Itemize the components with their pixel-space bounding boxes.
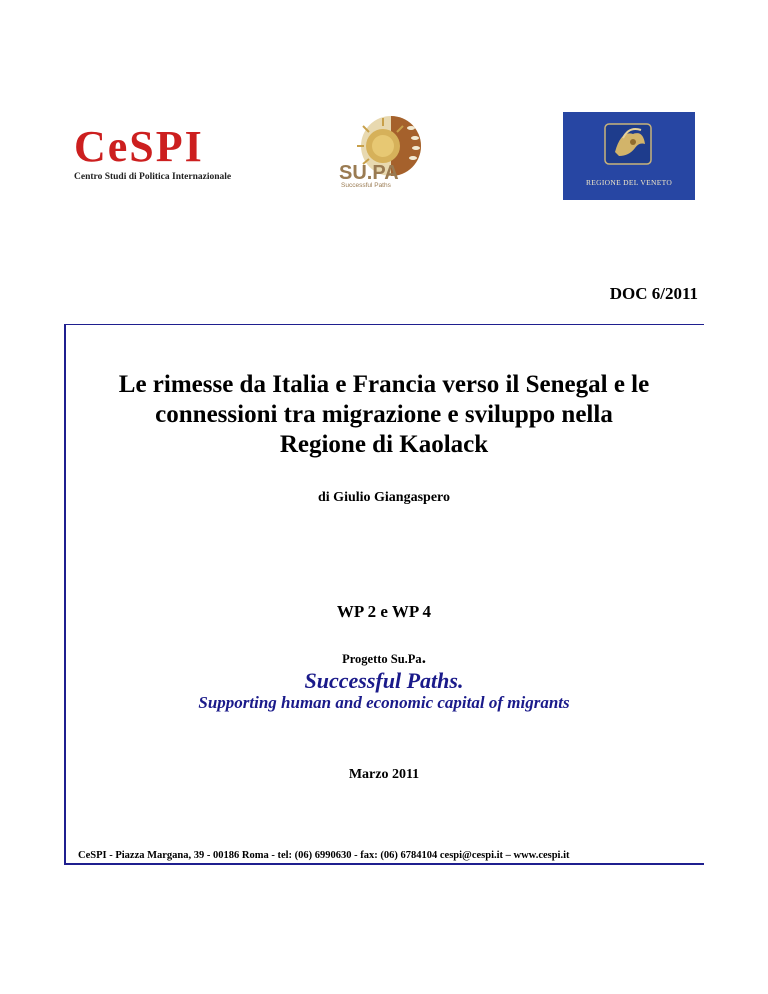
supa-logo-tagline: Successful Paths	[341, 182, 391, 189]
cespi-logo-name: CeSPI	[74, 122, 204, 171]
project-line	[64, 648, 704, 668]
cespi-logo	[74, 124, 254, 182]
project-prefix: Progetto Su.Pa	[342, 652, 422, 666]
title-line-2: connessioni tra migrazione e sviluppo nella	[155, 401, 613, 428]
work-packages: WP 2 e WP 4	[336, 602, 432, 621]
project-name: Successful Paths.	[304, 668, 464, 693]
publication-date: Marzo 2011	[348, 767, 420, 782]
project-subtitle: Supporting human and economic capital of migrants	[198, 693, 570, 712]
author: di Giulio Giangaspero	[318, 490, 450, 505]
title-line-1: Le rimesse da Italia e Francia verso il Senegal e le	[118, 371, 650, 398]
regione-veneto-logo	[563, 112, 695, 200]
footer-contact: CeSPI - Piazza Margana, 39 - 00186 Roma - tel: (06) 6990630 - fax: (06) 6784104 cespi@cespi.it – www.cespi.it	[78, 850, 570, 861]
document-title	[64, 370, 704, 460]
project-dot: .	[421, 648, 426, 667]
regione-veneto-label: REGIONE DEL VENETO	[585, 178, 673, 187]
title-line-3: Regione di Kaolack	[279, 431, 489, 458]
doc-number: DOC 6/2011	[609, 284, 698, 303]
cespi-logo-subtitle: Centro Studi di Politica Internazionale	[74, 172, 232, 182]
supa-logo	[333, 112, 441, 192]
supa-logo-name: SU.PA	[339, 162, 399, 184]
